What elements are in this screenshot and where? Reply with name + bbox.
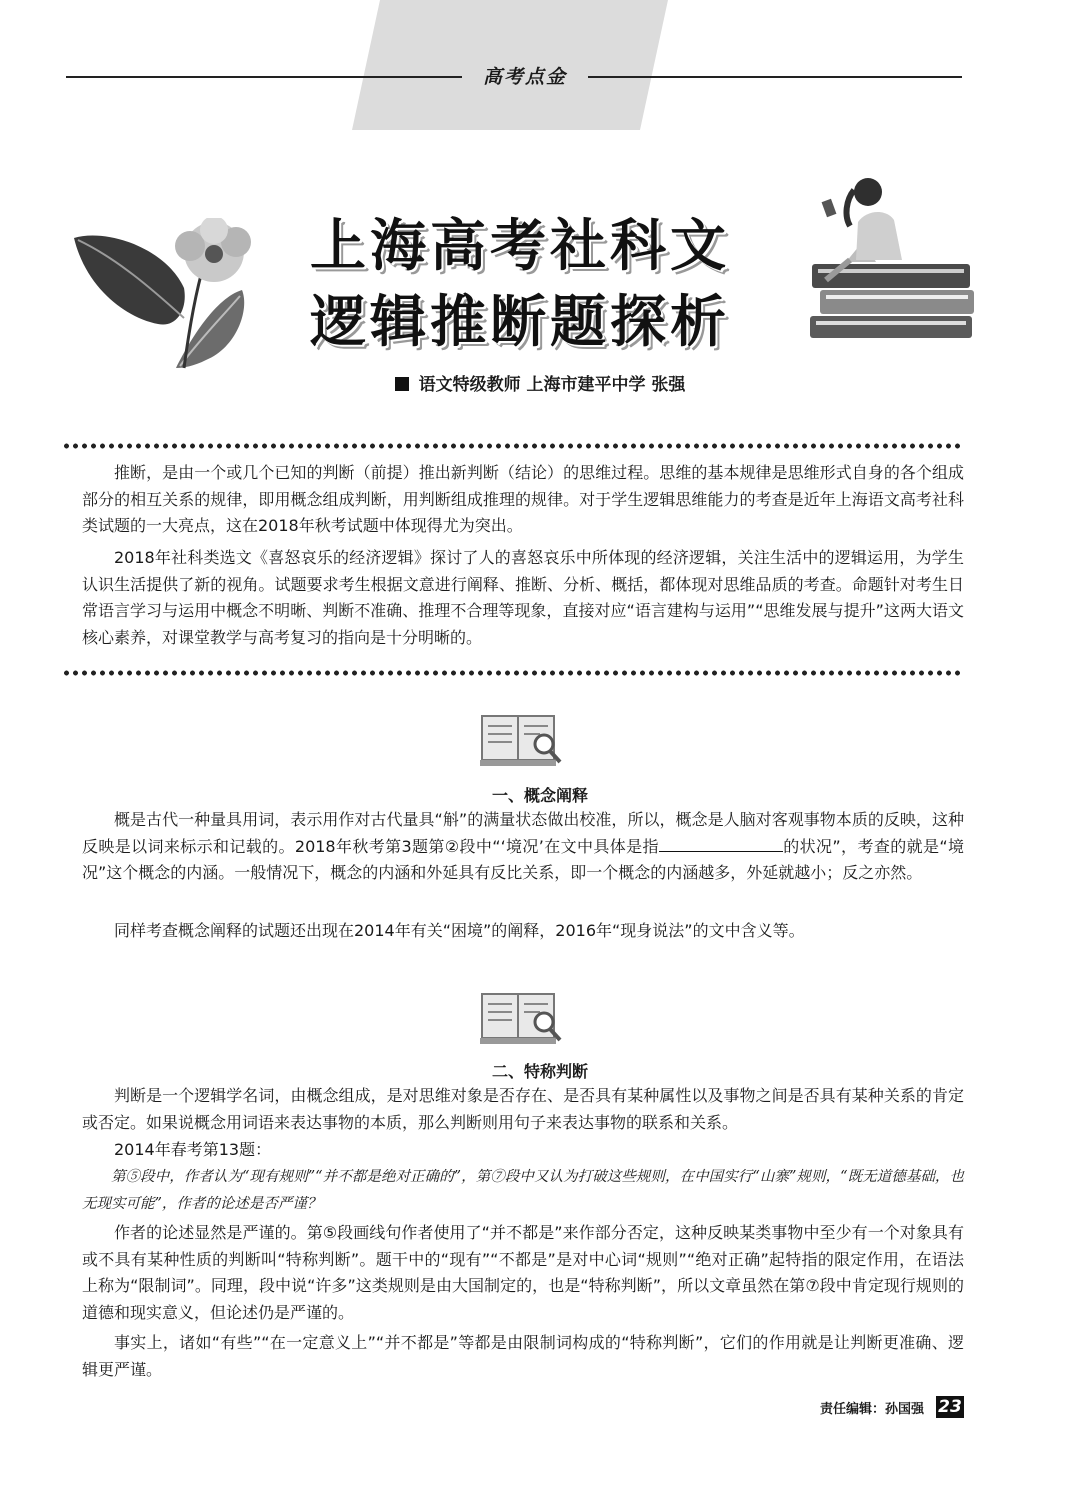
open-book-magnifier-icon: [480, 712, 562, 770]
author-text: 语文特级教师 上海市建平中学 张强: [418, 375, 686, 395]
section2-question-text: 第⑤段中，作者认为“现有规则”“并不都是绝对正确的”，第⑦段中又认为打破这些规则，在中国实行“山寨”规则，“既无道德基础，也无现实可能”，作者的论述是否严谨？: [82, 1169, 964, 1212]
section-tag: 高考点金: [482, 66, 567, 88]
section-heading-1: 一、概念阐释: [491, 786, 588, 805]
section2-question-label: 2014年春考第13题：: [114, 1140, 272, 1159]
dotted-divider-bottom: [62, 670, 964, 676]
intro-paragraph-2: 2018年社科类选文《喜怒哀乐的经济逻辑》探讨了人的喜怒哀乐中所体现的经济逻辑，关注生活中的逻辑运用，为学生认识生活提供了新的视角。试题要求考生根据文意进行阐释、推断、分析、概括，都体现对思维品质的考查。命题针对考生日常语言学习与运用中概念不明晰、判断不准确、推理不合理等现象，直接对应“语言建构与运用”“思维发展与提升”这两大语文核心素养，对课堂教学与高考复习的指向是十分明晰的。: [82, 548, 964, 647]
page-number: 23: [936, 1396, 964, 1418]
section1-paragraph-1: [82, 807, 964, 887]
section2-paragraph-3: 作者的论述显然是严谨的。第⑤段画线句作者使用了“并不都是”来作部分否定，这种反映某类事物中至少有一个对象具有或不具有某种性质的判断叫“特称判断”。题干中的“现有”“不都是”是对中心词“规则”“绝对正确”起特指的限定作用，在语法上称为“限制词”。同理，段中说“许多”这类规则是由大国制定的，也是“特称判断”，所以文章虽然在第⑦段中肯定现行规则的道德和现实意义，但论述仍是严谨的。: [82, 1223, 964, 1322]
header-rule-left: [66, 76, 462, 78]
header-rule-right: [588, 76, 962, 78]
editor-credit: 责任编辑：孙国强: [820, 1402, 925, 1417]
section1-paragraph-1-part-b: 的状况”，考查的就是“境况”这个概念的内涵。一般情况下，概念的内涵和外延具有反比关系，即一个概念的内涵越多，外延就越小；反之亦然。: [82, 836, 964, 882]
open-book-magnifier-icon: [480, 990, 562, 1048]
intro-paragraph-1: 推断，是由一个或几个已知的判断（前提）推出新判断（结论）的思维过程。思维的基本规律是思维形式自身的各个组成部分的相互关系的规律，即用概念组成判断，用判断组成推理的规律。对于学生逻辑思维能力的考查是近年上海语文高考社科类试题的一大亮点，这在2018年秋考试题中体现得尤为突出。: [82, 463, 964, 535]
article-title-line2: 逻辑推断题探析: [310, 289, 730, 355]
square-bullet-icon: [395, 377, 409, 391]
section1-paragraph-2: 同样考查概念阐释的试题还出现在2014年有关“困境”的阐释，2016年“现身说法”的文中含义等。: [114, 921, 805, 940]
dotted-divider-top: [62, 443, 964, 449]
section2-paragraph-4: 事实上，诸如“有些”“在一定意义上”“并不都是”等都是由限制词构成的“特称判断”，它们的作用就是让判断更准确、逻辑更严谨。: [82, 1333, 964, 1379]
section-heading-2: 二、特称判断: [491, 1062, 588, 1081]
section2-paragraph-1: 判断是一个逻辑学名词，由概念组成，是对思维对象是否存在、是否具有某种属性以及事物之间是否具有某种关系的肯定或否定。如果说概念用词语来表达事物的本质，那么判断则用句子来表达事物的联系和关系。: [82, 1086, 964, 1132]
fill-in-blank: [659, 837, 783, 852]
article-title-line1: 上海高考社科文: [310, 213, 730, 279]
author-byline: [0, 370, 1080, 395]
reading-girl-illustration: [806, 170, 978, 345]
section1-paragraph-1-part-a: 概是古代一种量具用词，表示用作对古代量具“斛”的满量状态做出校准，所以，概念是人脑对客观事物本质的反映，这种反映是以词来标示和记载的。2018年秋考第3题第②段中“‘境况’在文中具体是指: [82, 810, 964, 856]
flower-leaf-illustration: [66, 218, 256, 378]
